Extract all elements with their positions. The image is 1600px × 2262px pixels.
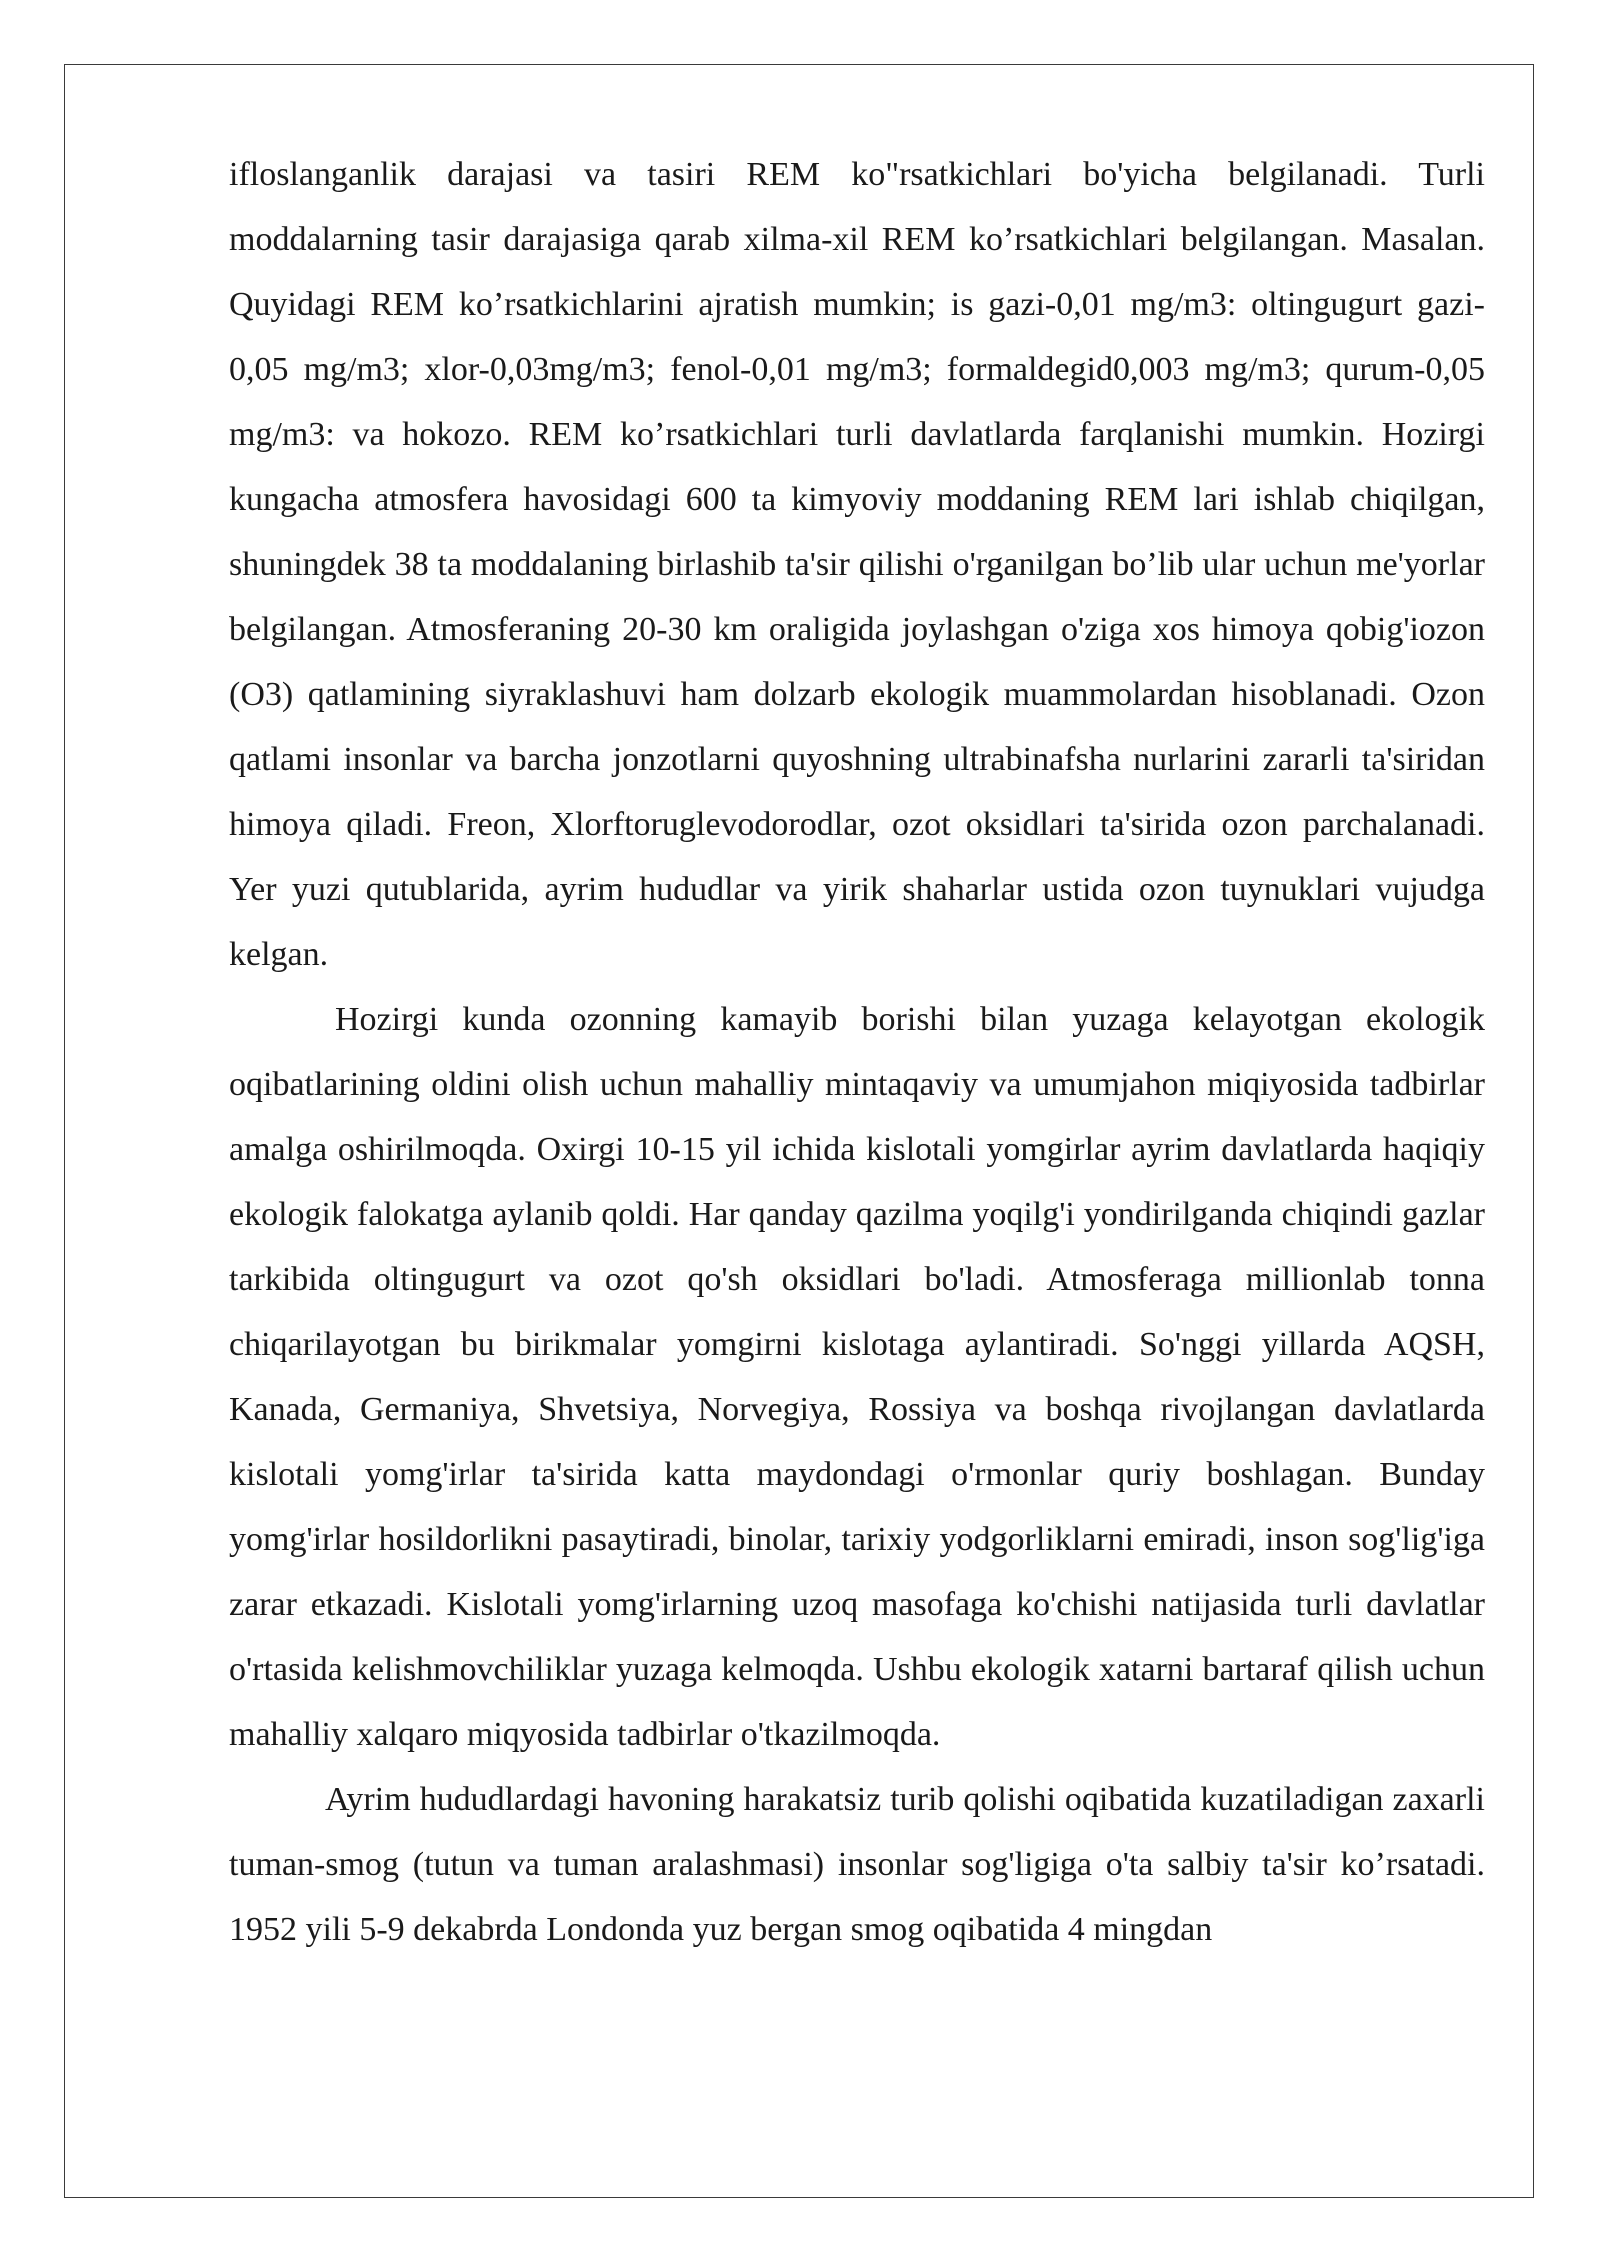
paragraph-acid-rain: Hozirgi kunda ozonning kamayib borishi bilan yuzaga kelayotgan ekologik oqibatlarining oldini olish uchun mahalliy mintaqaviy va umumjahon miqiyosida tadbirlar amalga oshirilmoqda. Oxirgi 10-15 yil ichida kislotali yomgirlar ayrim davlatlarda haqiqiy ekologik falokatga aylanib qoldi. Har qanday qazilma yoqilg'i yondirilganda chiqindi gazlar tarkibida oltingugurt va ozot qo'sh oksidlari bo'ladi. Atmosferaga millionlab tonna chiqarilayotgan bu birikmalar yomgirni kislotaga aylantiradi. So'nggi yillarda AQSH, Kanada, Germaniya, Shvetsiya, Norvegiya, Rossiya va boshqa rivojlangan davlatlarda kislotali yomg'irlar ta'sirida katta maydondagi o'rmonlar quriy boshlagan. Bunday yomg'irlar hosildorlikni pasaytiradi, binolar, tarixiy yodgorliklarni emiradi, inson sog'lig'iga zarar etkazadi. Kislotali yomg'irlarning uzoq masofaga ko'chishi natijasida turli davlatlar o'rtasida kelishmovchiliklar yuzaga kelmoqda. Ushbu ekologik xatarni bartaraf qilish uchun mahalliy xalqaro miqyosida tadbirlar o'tkazilmoqda.	[229, 1001, 1485, 1753]
document-body	[229, 142, 1485, 1962]
paragraph-smog: Ayrim hududlardagi havoning harakatsiz turib qolishi oqibatida kuzatiladigan zaxarli tuman-smog (tutun va tuman aralashmasi) insonlar sog'ligiga o'ta salbiy ta'sir ko’rsatadi. 1952 yili 5-9 dekabrda Londonda yuz bergan smog oqibatida 4 mingdan	[229, 1781, 1485, 1948]
paragraph-ozone-rem: ifloslanganlik darajasi va tasiri REM ko"rsatkichlari bo'yicha belgilanadi. Turli moddalarning tasir darajasiga qarab xilma-xil REM ko’rsatkichlari belgilangan. Masalan. Quyidagi REM ko’rsatkichlarini ajratish mumkin; is gazi-0,01 mg/m3: oltingugurt gazi-0,05 mg/m3; xlor-0,03mg/m3; fenol-0,01 mg/m3; formaldegid0,003 mg/m3; qurum-0,05 mg/m3: va hokozo. REM ko’rsatkichlari turli davlatlarda farqlanishi mumkin. Hozirgi kungacha atmosfera havosidagi 600 ta kimyoviy moddaning REM lari ishlab chiqilgan, shuningdek 38 ta moddalaning birlashib ta'sir qilishi o'rganilgan bo’lib ular uchun me'yorlar belgilangan. Atmosferaning 20-30 km oraligida joylashgan o'ziga xos himoya qobig'iozon (O3) qatlamining siyraklashuvi ham dolzarb ekologik muammolardan hisoblanadi. Ozon qatlami insonlar va barcha jonzotlarni quyoshning ultrabinafsha nurlarini zararli ta'siridan himoya qiladi. Freon, Xlorftoruglevodorodlar, ozot oksidlari ta'sirida ozon parchalanadi. Yer yuzi qutublarida, ayrim hududlar va yirik shaharlar ustida ozon tuynuklari vujudga kelgan.	[229, 156, 1485, 973]
